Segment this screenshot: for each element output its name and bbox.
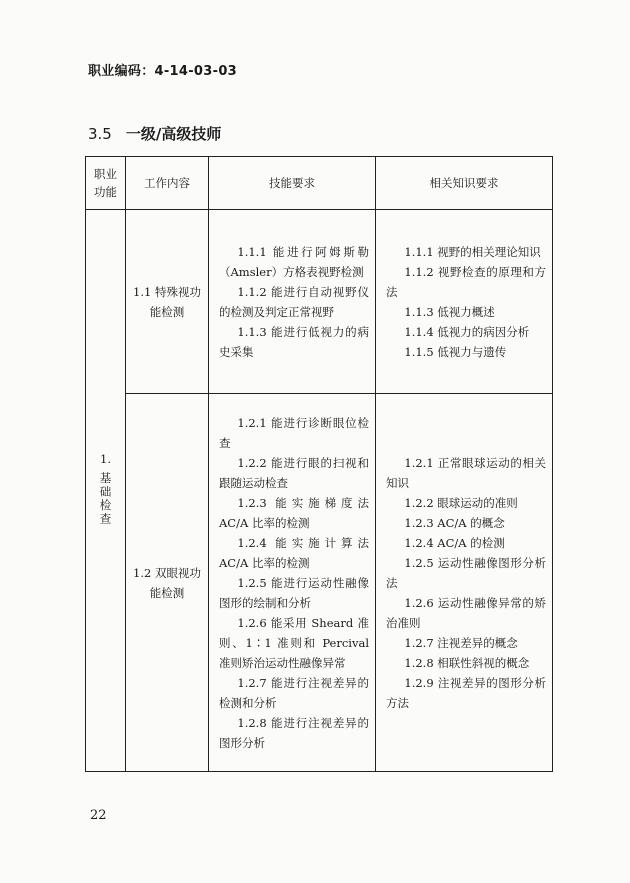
skill-item: 1.1.3 能进行低视力的病史采集 — [219, 324, 369, 359]
header-knowledge-requirements: 相关知识要求 — [376, 157, 553, 210]
knowledge-item: 1.1.1 视野的相关理论知识 — [404, 244, 541, 259]
function-name: 基础检查 — [98, 472, 113, 526]
skills-table — [85, 156, 553, 772]
occupation-code: 职业编码：4-14-03-03 — [88, 64, 238, 79]
knowledge-cell — [376, 210, 553, 394]
section-title: 一级/高级技师 — [125, 125, 222, 143]
table-row — [86, 210, 553, 394]
knowledge-item: 1.2.6 运动性融像异常的矫治准则 — [386, 595, 546, 630]
knowledge-item: 1.2.8 相联性斜视的概念 — [404, 655, 530, 670]
knowledge-cell — [376, 394, 553, 772]
skill-item: 1.2.5 能进行运动性融像图形的绘制和分析 — [219, 575, 369, 610]
knowledge-item: 1.1.3 低视力概述 — [404, 304, 495, 319]
skill-item: 1.2.7 能进行注视差异的检测和分析 — [219, 675, 369, 710]
knowledge-item: 1.2.4 AC/A 的检测 — [404, 535, 505, 550]
knowledge-item: 1.2.2 眼球运动的准则 — [404, 495, 518, 510]
function-number: 1. — [100, 452, 111, 466]
knowledge-item: 1.2.1 正常眼球运动的相关知识 — [386, 455, 546, 490]
knowledge-item: 1.2.3 AC/A 的概念 — [404, 515, 505, 530]
knowledge-item: 1.1.2 视野检查的原理和方法 — [386, 264, 546, 299]
skill-item: 1.2.1 能进行诊断眼位检查 — [219, 415, 369, 450]
knowledge-item: 1.2.5 运动性融像图形分析法 — [386, 555, 546, 590]
skills-cell — [209, 210, 376, 394]
skill-item: 1.2.4 能实施计算法 AC/A 比率的检测 — [219, 535, 369, 570]
header-skill-requirements: 技能要求 — [209, 157, 376, 210]
knowledge-item: 1.2.9 注视差异的图形分析方法 — [386, 675, 546, 710]
table-row — [86, 394, 553, 772]
function-cell — [86, 210, 126, 772]
skill-item: 1.1.1 能进行阿姆斯勒（Amsler）方格表视野检测 — [219, 244, 369, 279]
work-content-cell: 1.1 特殊视功能检测 — [126, 210, 209, 394]
header-function: 职业功能 — [86, 157, 126, 210]
skill-item: 1.2.6 能采用 Sheard 准则、1∶1 准则和 Percival 准则矫治运动性融像异常 — [219, 615, 369, 670]
work-content-cell: 1.2 双眼视功能检测 — [126, 394, 209, 772]
skill-item: 1.2.3 能实施梯度法 AC/A 比率的检测 — [219, 495, 369, 530]
skill-item: 1.2.2 能进行眼的扫视和跟随运动检查 — [219, 455, 369, 490]
table-header-row — [86, 157, 553, 210]
skills-cell — [209, 394, 376, 772]
header-work-content: 工作内容 — [126, 157, 209, 210]
skill-item: 1.1.2 能进行自动视野仪的检测及判定正常视野 — [219, 284, 369, 319]
knowledge-item: 1.1.5 低视力与遗传 — [404, 344, 507, 359]
skill-item: 1.2.8 能进行注视差异的图形分析 — [219, 715, 369, 750]
page-number: 22 — [90, 808, 107, 823]
knowledge-item: 1.1.4 低视力的病因分析 — [404, 324, 530, 339]
section-number: 3.5 — [88, 125, 112, 143]
knowledge-item: 1.2.7 注视差异的概念 — [404, 635, 518, 650]
section-heading — [88, 123, 221, 144]
